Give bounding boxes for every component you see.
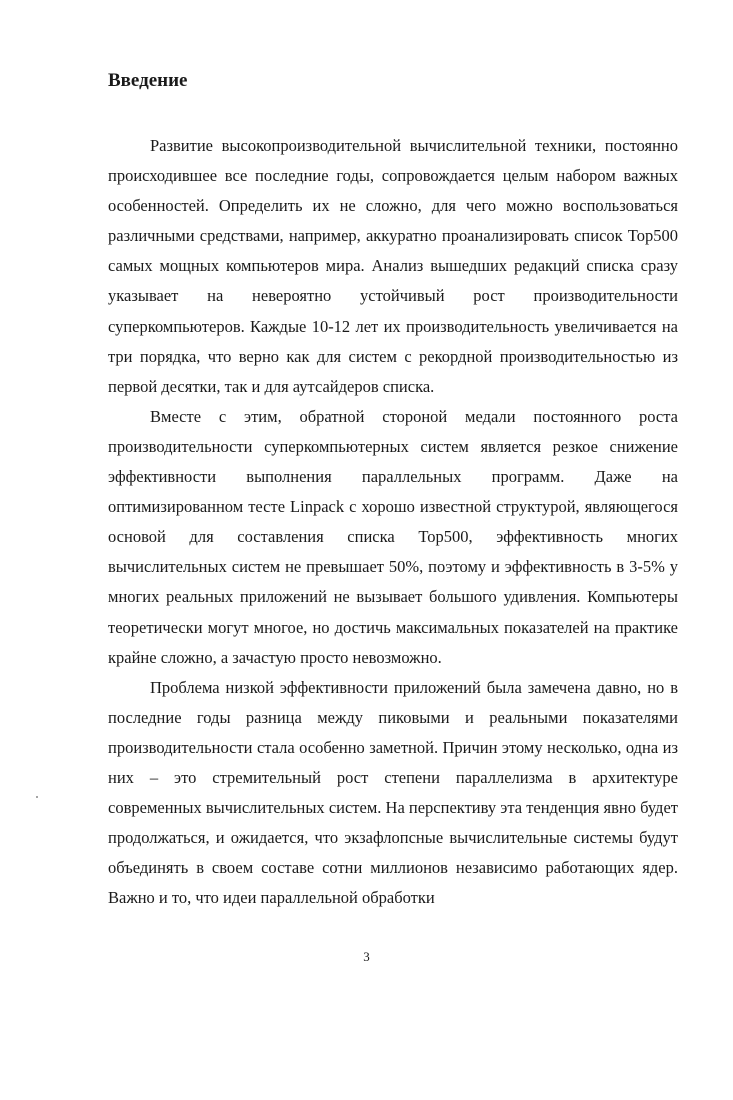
paragraph-2: Вместе с этим, обратной стороной медали постоянного роста производительности суперкомпьютерных систем является резкое снижение эффективности выполнения параллельных программ. Даже на оптимизированном тесте Linpack с хорошо известной структурой, являющегося основой для составления списка Top500, эффективность многих вычислительных систем не превышает 50%, поэтому и эффективность в 3-5% у многих реальных приложений не вызывает большого удивления. Компьютеры теоретически могут многое, но достичь максимальных показателей на практике крайне сложно, а зачастую просто невозможно.: [108, 406, 678, 667]
page-number: 3: [363, 949, 370, 964]
paragraph-1: Развитие высокопроизводительной вычислительной техники, постоянно происходившее все последние годы, сопровождается целым набором важных особенностей. Определить их не сложно, для чего можно воспользоваться различными средствами, например, аккуратно проанализировать список Top500 самых мощных компьютеров мира. Анализ вышедших редакций списка сразу указывает на невероятно устойчивый рост производительности суперкомпьютеров. Каждые 10-12 лет их производительность увеличивается на три порядка, что верно как для систем с рекордной производительностью из первой десятки, так и для аутсайдеров списка.: [108, 136, 678, 396]
scan-speck: [36, 796, 38, 798]
section-heading: Введение: [108, 70, 188, 91]
paragraph-3: Проблема низкой эффективности приложений была замечена давно, но в последние годы разница между пиковыми и реальными показателями производительности стала особенно заметной. Причин этому несколько, одна из них – это стремительный рост степени параллелизма в архитектуре современных вычислительных систем. На перспективу эта тенденция явно будет продолжаться, и ожидается, что экзафлопсные вычислительные системы будут объединять в своем составе сотни миллионов независимо работающих ядер. Важно и то, что идеи параллельной обработки: [108, 677, 678, 908]
body-text: [108, 131, 678, 913]
